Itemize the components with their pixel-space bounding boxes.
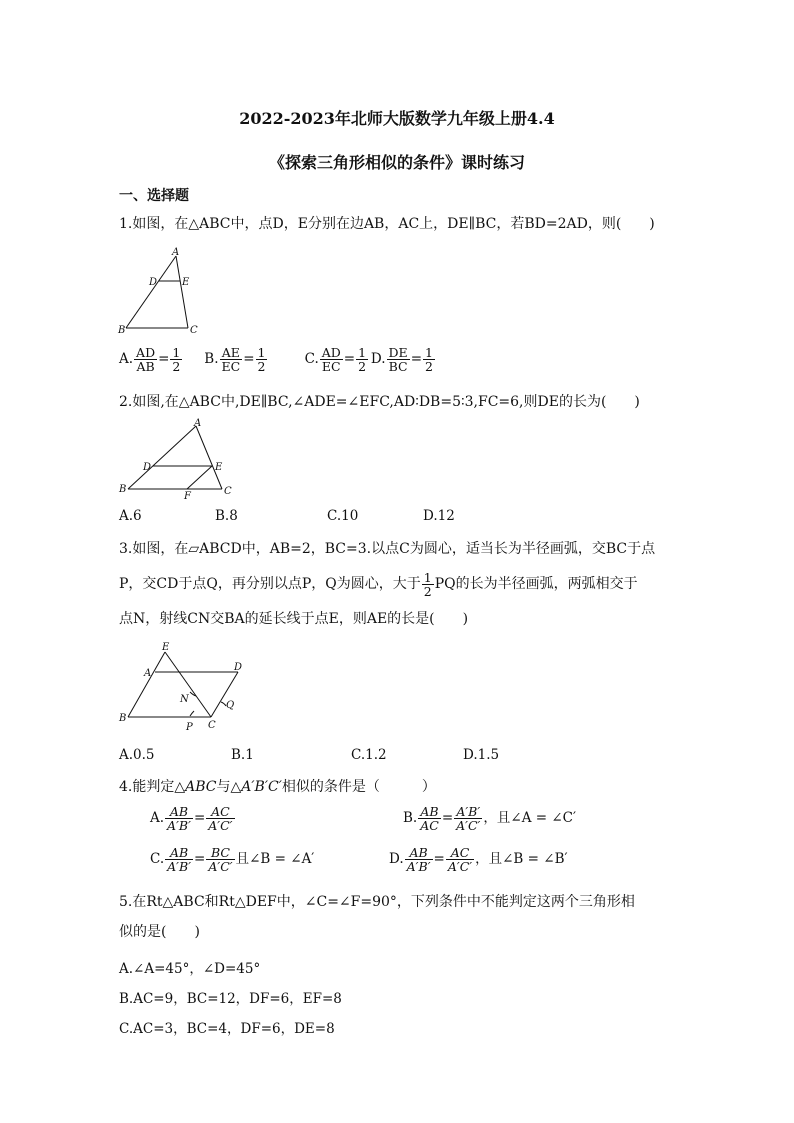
q3-figure — [116, 638, 250, 734]
q2-label-b: B — [119, 484, 127, 495]
q2-option-c[interactable]: C.10 — [327, 508, 359, 524]
q2-label-e: E — [215, 462, 223, 473]
q4-option-b[interactable]: B. $\frac{AB}{AC}$ = $\frac{A'B'}{A'C'}$ ，且∠A = ∠C′ — [403, 804, 577, 833]
q1-label-e: E — [182, 277, 190, 288]
section-heading: 一、选择题 — [119, 188, 189, 204]
q2-label-d: D — [143, 462, 152, 473]
q2-option-a[interactable]: A.6 — [119, 508, 142, 524]
q5-option-b[interactable]: B.AC=9，BC=12，DF=6，EF=8 — [119, 991, 342, 1007]
q2-label-f: F — [184, 491, 191, 500]
q3-line-1: 3.如图，在▱ABCD中，AB=2，BC=3.以点C为圆心，适当长为半径画弧，交BC于点 — [119, 541, 656, 557]
q3-line-2: P，交CD于点Q，再分别以点P，Q为圆心，大于 $\frac{1}{2}$ PQ的长为半径画弧，两弧相交于 — [119, 569, 638, 599]
q5-line-2: 似的是( ) — [119, 924, 200, 940]
q2-option-b[interactable]: B.8 — [215, 508, 238, 524]
q3-option-d[interactable]: D.1.5 — [463, 747, 500, 763]
q1-label-a: A — [172, 247, 180, 258]
q3-option-b[interactable]: B.1 — [231, 747, 254, 763]
q3-label-b: B — [119, 713, 127, 724]
q3-label-a: A — [144, 668, 152, 679]
q2-figure — [116, 416, 240, 500]
q4-option-d[interactable]: D. $\frac{AB}{A'B'}$ = $\frac{AC}{A'C'}$ ，且∠B = ∠B′ — [389, 845, 568, 874]
q4-option-a[interactable]: A. $\frac{AB}{A'B'}$ = $\frac{AC}{A'C'}$ — [150, 804, 233, 833]
q1-figure — [116, 244, 208, 336]
q3-options — [119, 747, 499, 763]
q1-label-d: D — [149, 277, 158, 288]
q1-option-d[interactable]: D. $\frac{DE}{BC}$ = $\frac{1}{2}$ — [370, 345, 433, 374]
q3-option-c[interactable]: C.1.2 — [351, 747, 387, 763]
q1-label-c: C — [190, 325, 198, 336]
q3-option-a[interactable]: A.0.5 — [119, 747, 155, 763]
title-line-2: 《探索三角形相似的条件》课时练习 — [268, 153, 525, 172]
q1-stem: 1.如图，在△ABC中，点D，E分别在边AB，AC上，DE∥BC，若BD=2AD，则( ) — [119, 216, 655, 232]
q2-label-c: C — [224, 486, 232, 497]
q1-option-b[interactable]: B. $\frac{AE}{EC}$ = $\frac{1}{2}$ — [204, 345, 266, 374]
q2-stem: 2.如图,在△ABC中,DE∥BC,∠ADE=∠EFC,AD∶DB=5∶3,FC=6,则DE的长为( ) — [119, 394, 640, 410]
q2-option-d[interactable]: D.12 — [423, 508, 455, 524]
q2-label-a: A — [194, 418, 202, 429]
q3-label-p: P — [186, 722, 193, 733]
q1-options — [119, 346, 436, 373]
q2-options — [119, 508, 455, 524]
q3-label-n: N — [180, 694, 189, 705]
q3-label-q: Q — [226, 700, 235, 711]
q5-option-a[interactable]: A.∠A=45°，∠D=45° — [119, 961, 261, 977]
title-line-1: 2022-2023年北师大版数学九年级上册4.4 — [239, 109, 555, 128]
q3-line-3: 点N，射线CN交BA的延长线于点E，则AE的长是( ) — [119, 611, 469, 627]
q1-label-b: B — [118, 325, 126, 336]
q5-line-1: 5.在Rt△ABC和Rt△DEF中，∠C=∠F=90°，下列条件中不能判定这两个三角形相 — [119, 894, 635, 910]
q3-label-d: D — [234, 662, 243, 673]
q3-label-c: C — [208, 720, 216, 731]
q1-option-c[interactable]: C. $\frac{AD}{EC}$ = $\frac{1}{2}$ — [304, 345, 367, 374]
q5-option-c[interactable]: C.AC=3，BC=4，DF=6，DE=8 — [119, 1021, 335, 1037]
q4-stem: 4.能判定△ABC与△A′B′C′相似的条件是（ ） — [119, 779, 436, 795]
q1-option-a[interactable]: A. $\frac{AD}{AB}$ = $\frac{1}{2}$ — [119, 345, 181, 374]
q3-label-e: E — [162, 642, 170, 653]
q4-option-c[interactable]: C. $\frac{AB}{A'B'}$ = $\frac{BC}{A'C'}$ 且∠B = ∠A′ — [150, 845, 315, 874]
